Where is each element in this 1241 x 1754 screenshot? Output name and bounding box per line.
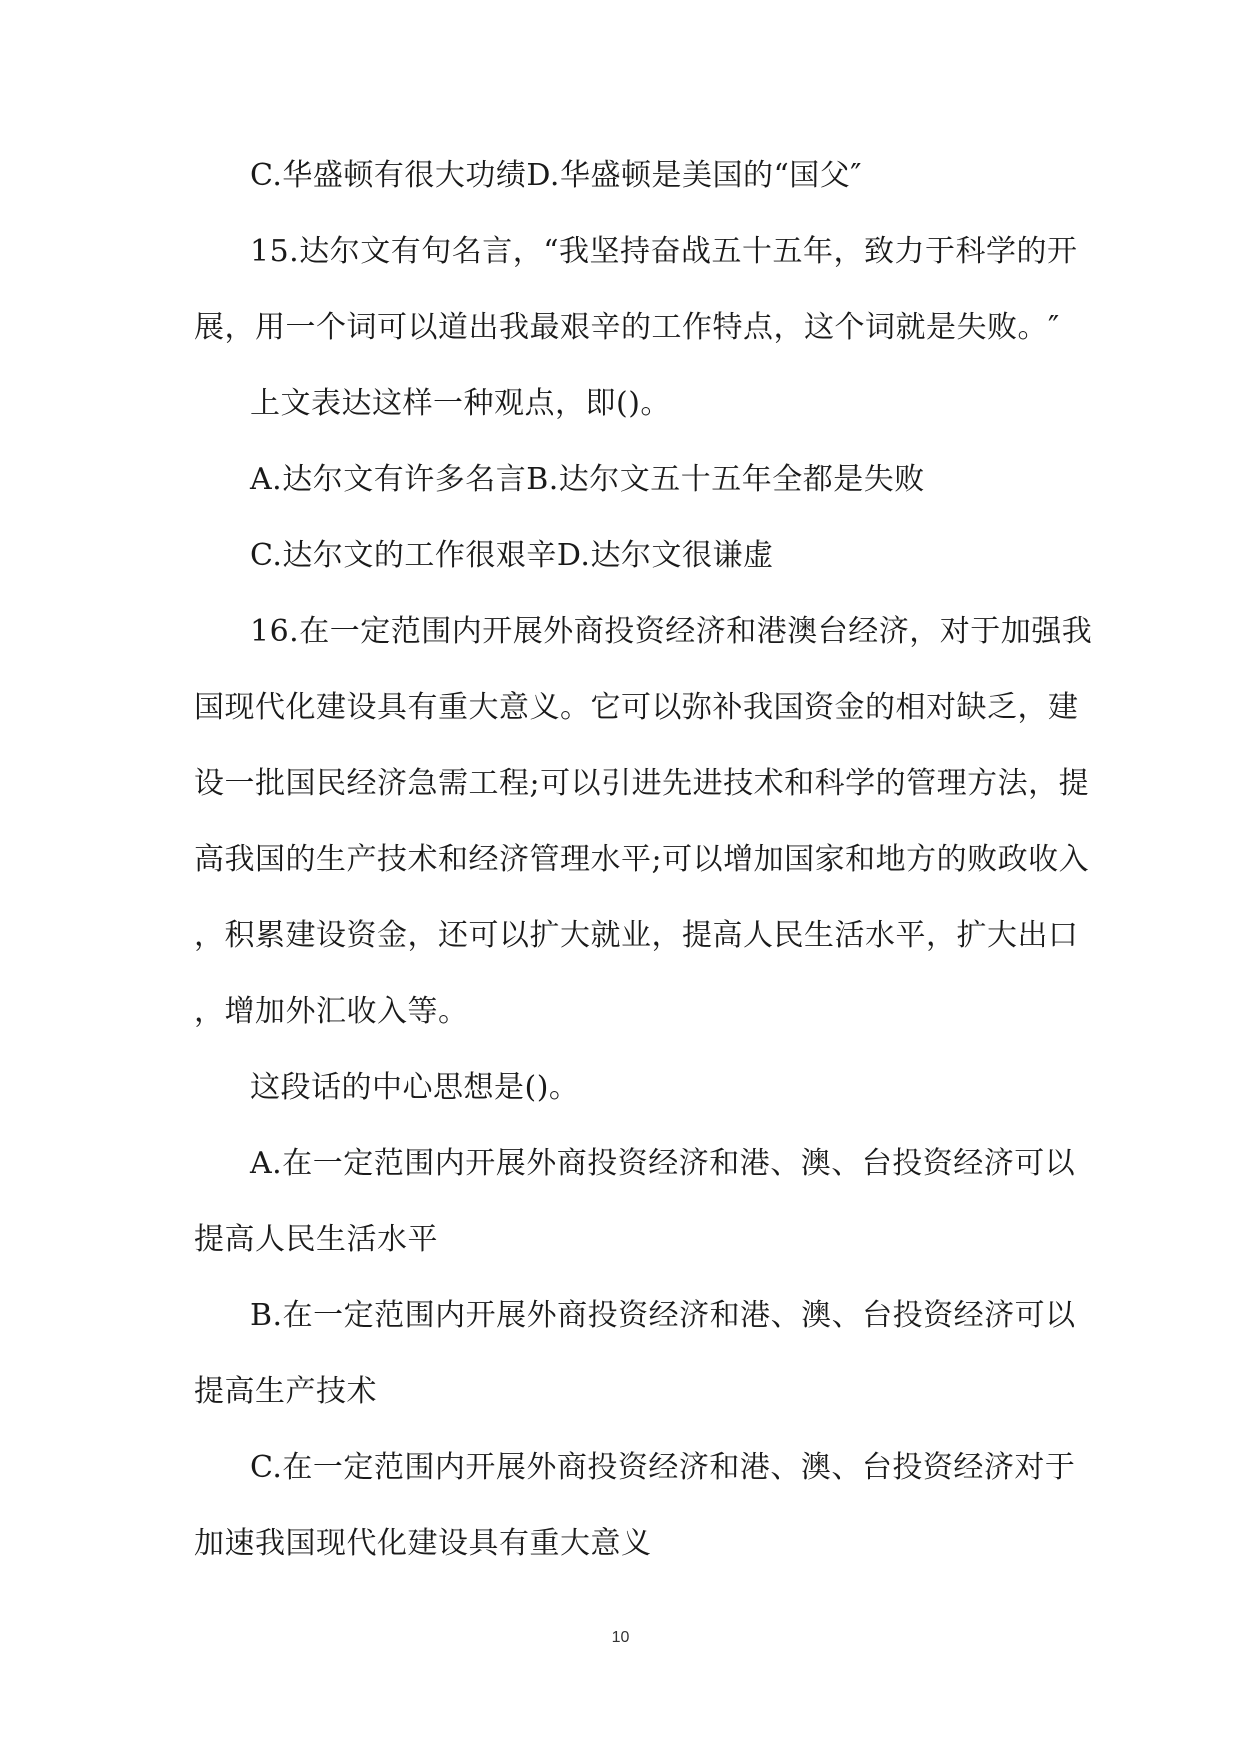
text-line-option-c-d-q15: C.达尔文的工作很艰辛D.达尔文很谦虚 xyxy=(250,538,774,573)
text-line-option-b-q16: B.在一定范围内开展外商投资经济和港、澳、台投资经济可以 xyxy=(250,1298,1076,1333)
text-line-question-16-cont-5: ，增加外汇收入等。 xyxy=(194,994,469,1029)
text-line-option-c-d-q14: C.华盛顿有很大功绩D.华盛顿是美国的“国父″ xyxy=(250,158,862,193)
text-line-option-a-b-q15: A.达尔文有许多名言B.达尔文五十五年全都是失败 xyxy=(250,462,925,497)
text-line-option-b-q16-cont: 提高生产技术 xyxy=(194,1374,377,1409)
text-line-question-16-cont-1: 国现代化建设具有重大意义。它可以弥补我国资金的相对缺乏，建 xyxy=(194,690,1079,725)
text-line-option-c-q16-cont: 加速我国现代化建设具有重大意义 xyxy=(194,1526,652,1561)
text-line-question-16-cont-4: ，积累建设资金，还可以扩大就业，提高人民生活水平，扩大出口 xyxy=(194,918,1079,953)
text-line-option-a-q16-cont: 提高人民生活水平 xyxy=(194,1222,438,1257)
text-line-question-16-cont-2: 设一批国民经济急需工程;可以引进先进技术和科学的管理方法，提 xyxy=(194,766,1090,801)
text-line-question-15-prompt: 上文表达这样一种观点，即()。 xyxy=(250,386,671,421)
text-line-question-16-cont-3: 高我国的生产技术和经济管理水平;可以增加国家和地方的败政收入 xyxy=(194,842,1090,877)
text-line-question-15-cont: 展，用一个词可以道出我最艰辛的工作特点，这个词就是失败。″ xyxy=(194,310,1060,345)
text-line-question-16: 16.在一定范围内开展外商投资经济和港澳台经济，对于加强我 xyxy=(250,614,1093,649)
text-line-question-15: 15.达尔文有句名言，“我坚持奋战五十五年，致力于科学的开 xyxy=(250,234,1078,269)
text-line-question-16-prompt: 这段话的中心思想是()。 xyxy=(250,1070,580,1105)
page-number: 10 xyxy=(611,1629,630,1646)
text-line-option-c-q16: C.在一定范围内开展外商投资经济和港、澳、台投资经济对于 xyxy=(250,1450,1076,1485)
text-line-option-a-q16: A.在一定范围内开展外商投资经济和港、澳、台投资经济可以 xyxy=(250,1146,1076,1181)
